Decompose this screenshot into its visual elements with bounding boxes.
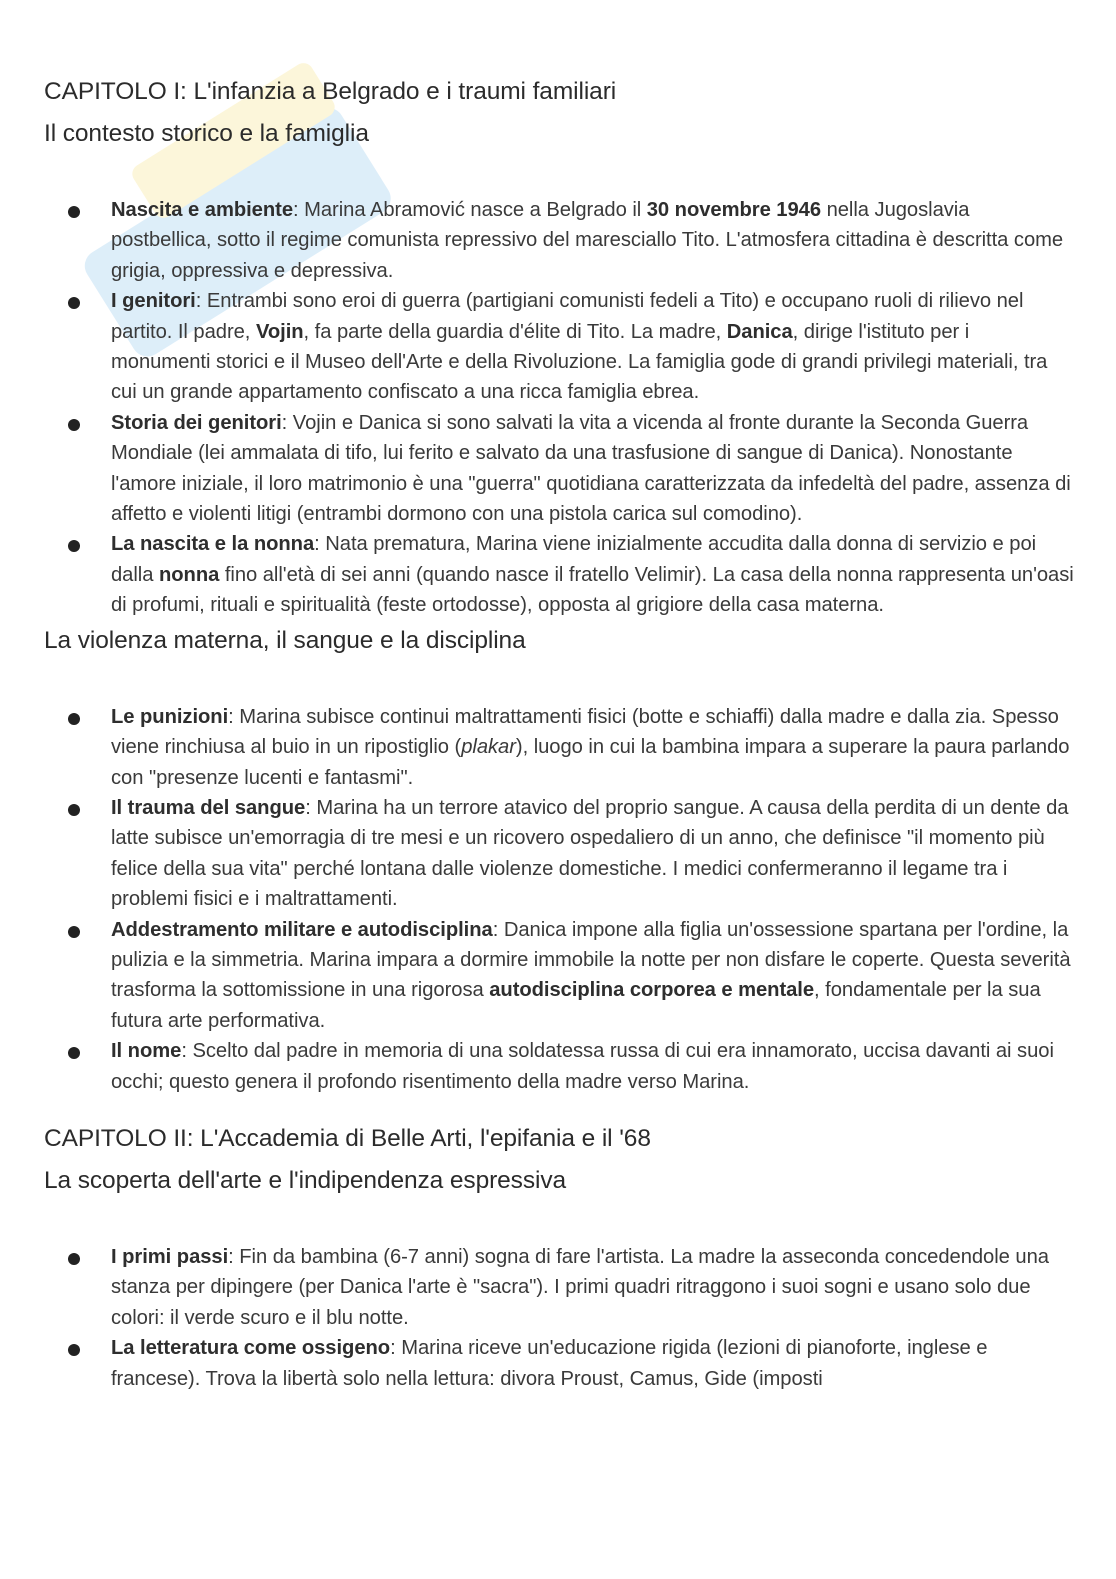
bullet-icon [68, 206, 80, 218]
list-item [44, 195, 1074, 286]
list-item [44, 408, 1074, 530]
bullet-icon [68, 1253, 80, 1265]
item-text: : Marina subisce continui maltrattamenti fisici (botte e schiaffi) dalla madre e dalla zia. Spesso viene rinchiusa al buio in un ripostiglio ( [111, 705, 1059, 759]
item-text: : Nata prematura, Marina viene inizialmente accudita dalla donna di servizio e poi dalla [111, 533, 1037, 586]
list-item [44, 286, 1074, 408]
list-item [44, 915, 1074, 1037]
item-label: Nascita e ambiente [111, 199, 293, 221]
chapter-1-title: CAPITOLO I: L'infanzia a Belgrado e i traumi familiari [44, 78, 617, 105]
bullet-icon [68, 804, 80, 816]
list-item [44, 702, 1074, 793]
item-label: Storia dei genitori [111, 411, 282, 434]
item-label: I primi passi [111, 1245, 229, 1268]
item-label: I genitori [111, 290, 196, 313]
item-italic: plakar [461, 736, 516, 759]
item-text: : Fin da bambina (6-7 anni) sogna di fare l'artista. La madre la asseconda concedendole una stanza per dipingere (per Danica l'arte è "sacra"). I primi quadri ritraggono i suoi sogni e usano solo due colori: il verde scuro e il blu notte. [111, 1245, 1049, 1329]
item-text: : Marina Abramović nasce a Belgrado il [293, 199, 647, 221]
list-item [44, 529, 1074, 620]
item-text: ), luogo in cui la bambina impara a superare la paura parlando con "presenze lucenti e fantasmi". [111, 736, 1070, 789]
bullet-icon [68, 1047, 80, 1059]
spacer [44, 1097, 1074, 1121]
item-label: Addestramento militare e autodisciplina [111, 918, 493, 941]
bullet-icon [68, 713, 80, 725]
list-item [44, 1036, 1074, 1097]
bullet-icon [68, 926, 80, 938]
item-emphasis: nonna [158, 563, 220, 586]
section-title: La scoperta dell'arte e l'indipendenza espressiva [44, 1166, 567, 1194]
item-emphasis: Danica [726, 320, 793, 343]
item-text: , fa parte della guardia d'élite di Tito. La madre, [303, 320, 727, 343]
section-title: La violenza materna, il sangue e la disciplina [44, 626, 526, 654]
item-label: Il nome [111, 1040, 182, 1063]
bullet-icon [68, 540, 80, 552]
item-label: Il trauma del sangue [111, 796, 306, 819]
bullet-list [44, 195, 1074, 621]
section-title: Il contesto storico e la famiglia [44, 120, 369, 147]
item-text: : Scelto dal padre in memoria di una soldatessa russa di cui era innamorato, uccisa davanti ai suoi occhi; questo genera il profondo risentimento della madre verso Marina. [111, 1040, 1054, 1093]
item-text: : Marina riceve un'educazione rigida (lezioni di pianoforte, inglese e francese). Trova la libertà solo nella lettura: divora Proust, Camus, Gide (imposti [111, 1337, 988, 1390]
item-text: : Danica impone alla figlia un'ossessione spartana per l'ordine, la pulizia e la simmetria. Marina impara a dormire immobile la notte per non disfare le coperte. Questa severità trasforma la sottomissione in una rigorosa [111, 918, 1071, 1002]
item-text: : Vojin e Danica si sono salvati la vita a vicenda al fronte durante la Seconda Guerra Mondiale (lei ammalata di tifo, lui ferito e salvato da una trasfusione di sangue di Danica). Nonostante l'amore iniziale, il loro matrimonio è una "guerra" quotidiana caratterizzata da infedeltà del padre, assenza di affetto e violenti litigi (entrambi dormono con una pistola carica sul comodino). [111, 411, 1071, 526]
item-emphasis: Vojin [255, 320, 304, 343]
bullet-icon [68, 297, 80, 309]
document-content [44, 74, 1074, 1394]
item-label: La nascita e la nonna [111, 533, 315, 556]
item-text: fino all'età di sei anni (quando nasce il fratello Velimir). La casa della nonna rappresenta un'oasi di profumi, rituali e spiritualità (feste ortodosse), opposta al grigiore della casa materna. [111, 563, 1074, 617]
bullet-icon [68, 1344, 80, 1356]
bullet-list [44, 702, 1074, 1097]
bullet-list [44, 1242, 1074, 1394]
list-item [44, 1333, 1074, 1394]
item-text: nella Jugoslavia postbellica, sotto il regime comunista repressivo del maresciallo Tito. L'atmosfera cittadina è descritta come grigia, oppressiva e depressiva. [111, 199, 1064, 282]
item-text: : Marina ha un terrore atavico del proprio sangue. A causa della perdita di un dente da latte subisce un'emorragia di tre mesi e un ricovero ospedaliero di un anno, che definisce "il momento più felice della sua vita" perché lontana dalle violenze domestiche. I medici confermeranno il legame tra i problemi fisici e i maltrattamenti. [111, 796, 1069, 911]
item-emphasis: 30 novembre 1946 [646, 199, 822, 221]
item-label: La letteratura come ossigeno [111, 1337, 391, 1360]
item-text: , fondamentale per la sua futura arte performativa. [111, 979, 1041, 1032]
item-emphasis: autodisciplina corporea e mentale [489, 979, 815, 1002]
item-label: Le punizioni [111, 705, 229, 728]
item-text: , dirige l'istituto per i monumenti storici e il Museo dell'Arte e della Rivoluzione. La famiglia gode di grandi privilegi materiali, tra cui un grande appartamento confiscato a una ricca famiglia ebrea. [111, 320, 1048, 404]
list-item [44, 793, 1074, 915]
item-text: : Entrambi sono eroi di guerra (partigiani comunisti fedeli a Tito) e occupano ruoli di rilievo nel partito. Il padre, [111, 290, 1024, 343]
list-item [44, 1242, 1074, 1333]
chapter-2-title: CAPITOLO II: L'Accademia di Belle Arti, l'epifania e il '68 [44, 1124, 651, 1152]
bullet-icon [68, 419, 80, 431]
